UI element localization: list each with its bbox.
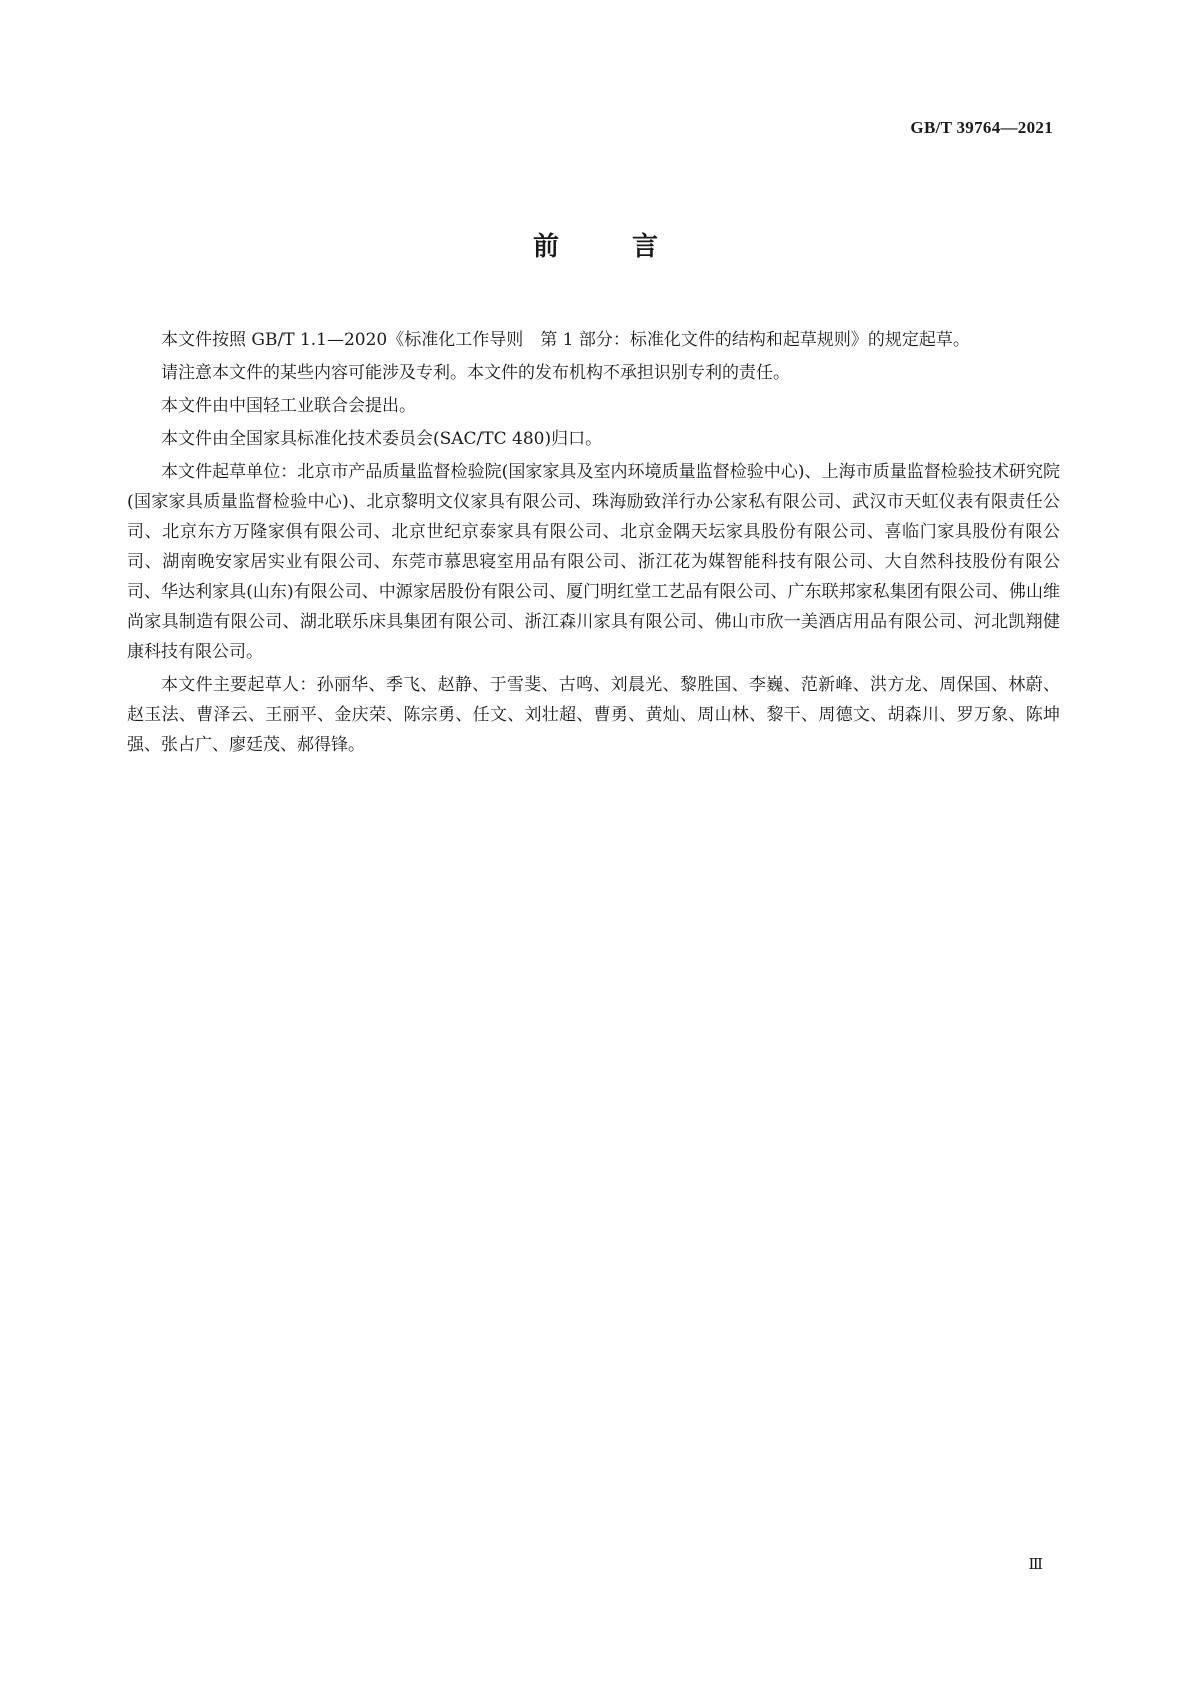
paragraph-drafting-basis: 本文件按照 GB/T 1.1—2020《标准化工作导则 第 1 部分：标准化文件的结构和起草规则》的规定起草。 bbox=[161, 330, 970, 350]
paragraph-drafters: 本文件主要起草人：孙丽华、季飞、赵静、于雪斐、古鸣、刘晨光、黎胜国、李巍、范新峰、洪方龙、周保国、林蔚、赵玉法、曹泽云、王丽平、金庆荣、陈宗勇、任文、刘壮超、曹勇、黄灿、周山林、黎干、周德文、胡森川、罗万象、陈坤强、张占广、廖廷茂、郝得锋。 bbox=[127, 675, 1060, 755]
paragraph-patent-notice: 请注意本文件的某些内容可能涉及专利。本文件的发布机构不承担识别专利的责任。 bbox=[161, 363, 790, 383]
paragraph-proposer: 本文件由中国轻工业联合会提出。 bbox=[161, 396, 416, 416]
paragraph-drafting-units: 本文件起草单位：北京市产品质量监督检验院(国家家具及室内环境质量监督检验中心)、上海市质量监督检验技术研究院(国家家具质量监督检验中心)、北京黎明文仪家具有限公司、珠海励致洋行办公家私有限公司、武汉市天虹仪表有限责任公司、北京东方万隆家俱有限公司、北京世纪京泰家具有限公司、北京金隅天坛家具股份有限公司、喜临门家具股份有限公司、湖南晚安家居实业有限公司、东莞市慕思寝室用品有限公司、浙江花为媒智能科技有限公司、大自然科技股份有限公司、华达利家具(山东)有限公司、中源家居股份有限公司、厦门明红堂工艺品有限公司、广东联邦家私集团有限公司、佛山维尚家具制造有限公司、湖北联乐床具集团有限公司、浙江森川家具有限公司、佛山市欣一美酒店用品有限公司、河北凯翔健康科技有限公司。 bbox=[127, 462, 1060, 662]
paragraph-administrator: 本文件由全国家具标准化技术委员会(SAC/TC 480)归口。 bbox=[161, 429, 603, 449]
foreword-body bbox=[127, 325, 1060, 760]
page-number: Ⅲ bbox=[1028, 1557, 1043, 1573]
standard-code: GB/T 39764—2021 bbox=[910, 118, 1053, 137]
page-title: 前 言 bbox=[532, 232, 691, 262]
